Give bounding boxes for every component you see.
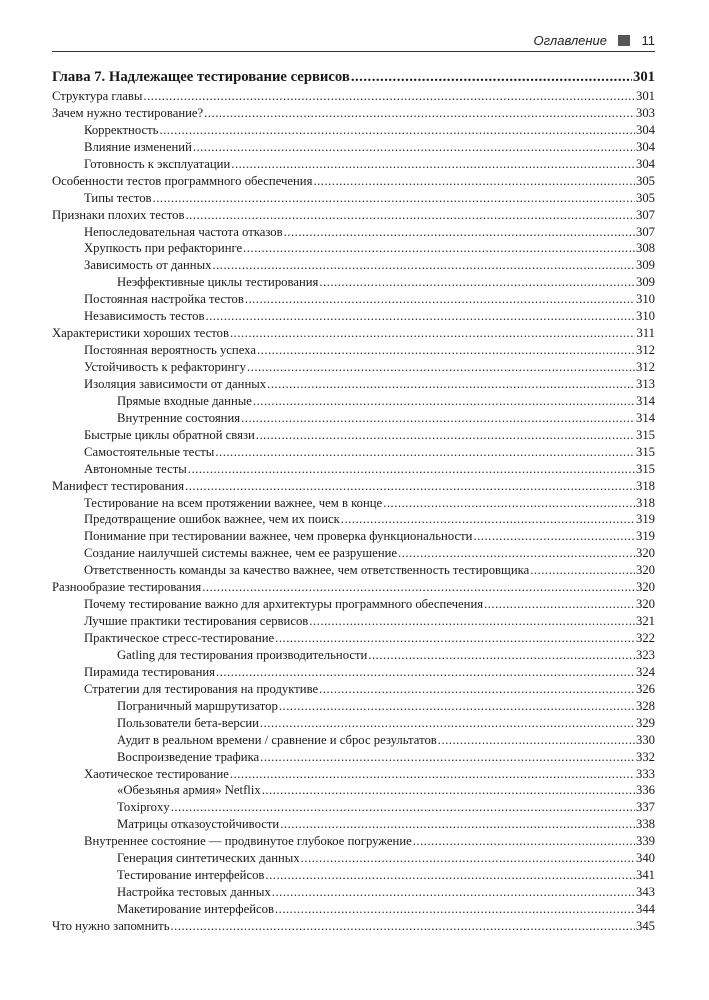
toc-entry-page: 305 (635, 173, 655, 188)
toc-entry-title: Настройка тестовых данных (117, 885, 271, 900)
dot-leader (262, 782, 635, 799)
toc-entry-title: «Обезьянья армия» Netflix (117, 783, 261, 798)
toc-entry-title: Матрицы отказоустойчивости (117, 817, 280, 832)
toc-entry[interactable] (52, 190, 655, 207)
toc-entry[interactable] (52, 342, 655, 359)
dot-leader (204, 105, 635, 122)
toc-entry-page: 340 (635, 851, 655, 866)
dot-leader (185, 478, 635, 495)
toc-entry[interactable] (52, 139, 655, 156)
dot-leader (143, 88, 635, 105)
toc-entry-page: 315 (635, 444, 655, 459)
toc-entry-page: 329 (635, 715, 655, 730)
toc-entry-page: 309 (635, 275, 655, 290)
toc-entry-title: Ответственность команды за качество важнее, чем ответственность тестировщика (84, 563, 530, 578)
toc-entry-page: 320 (635, 563, 655, 578)
dot-leader (230, 766, 635, 783)
toc-entry[interactable] (52, 274, 655, 291)
toc-entry-title: Устойчивость к рефакторингу (84, 360, 246, 374)
toc-entry-title: Особенности тестов программного обеспечения (52, 173, 313, 188)
toc-entry-title: Глава 7. Надлежащее тестирование сервисов (52, 69, 350, 85)
toc-entry-page: 304 (635, 139, 655, 154)
toc-entry-page: 341 (635, 868, 655, 883)
dot-leader (245, 291, 635, 308)
toc-entry[interactable] (52, 427, 655, 444)
toc-entry[interactable] (52, 207, 655, 224)
dot-leader (368, 647, 635, 664)
toc-entry-page: 313 (635, 376, 655, 391)
dot-leader (530, 562, 635, 579)
toc-entry[interactable] (52, 799, 655, 816)
toc-entry[interactable] (52, 681, 655, 698)
toc-entry-title: Неэффективные циклы тестирования (117, 275, 319, 290)
dot-leader (265, 867, 635, 884)
toc-entry[interactable] (52, 393, 655, 410)
dot-leader (383, 495, 635, 512)
toc-entry-title: Хрупкость при рефакторинге (84, 241, 243, 256)
toc-entry-page: 338 (635, 817, 655, 832)
toc-entry[interactable] (52, 511, 655, 528)
toc-entry-page: 318 (635, 495, 655, 510)
dot-leader (301, 850, 635, 867)
toc-entry-page: 311 (636, 326, 655, 341)
toc-entry-title: Создание наилучшей системы важнее, чем ее разрушение (84, 546, 398, 561)
toc-entry[interactable] (52, 562, 655, 579)
dot-leader (279, 698, 635, 715)
dot-leader (153, 190, 635, 207)
dot-leader (473, 528, 635, 545)
dot-leader (272, 884, 635, 901)
dot-leader (257, 342, 635, 359)
toc-entry-title: Тестирование интерфейсов (117, 868, 265, 883)
toc-entry-page: 336 (635, 783, 655, 798)
toc-entry-title: Быстрые циклы обратной связи (84, 427, 255, 442)
toc-entry-page: 303 (635, 105, 655, 120)
dot-leader (256, 427, 635, 444)
toc-entry-page: 339 (635, 834, 655, 849)
dot-leader (243, 240, 635, 257)
toc-entry-title: Пограничный маршрутизатор (117, 698, 278, 713)
toc-entry-title: Готовность к эксплуатации (84, 156, 231, 171)
toc-entry-title: Самостоятельные тесты (84, 444, 215, 459)
dot-leader (275, 901, 635, 918)
toc-entry[interactable] (52, 579, 655, 596)
toc-entry[interactable] (52, 732, 655, 749)
toc-entry[interactable] (52, 664, 655, 681)
toc-entry-page: 345 (635, 918, 655, 933)
toc-entry-page: 319 (635, 529, 655, 544)
toc-entry-title: Манифест тестирования (52, 478, 185, 493)
toc-entry-page: 318 (635, 478, 655, 493)
toc-entry-page: 304 (635, 122, 655, 137)
toc-entry-title: Зависимость от данных (84, 258, 212, 273)
header-section-title: Оглавление (533, 32, 607, 48)
dot-leader (438, 732, 635, 749)
toc-entry-title: Понимание при тестировании важнее, чем проверка функциональности (84, 529, 473, 544)
toc-entry[interactable] (52, 88, 655, 105)
toc-entry-page: 344 (635, 902, 655, 916)
toc-entry-page: 304 (635, 156, 655, 171)
toc-entry[interactable] (52, 816, 655, 833)
toc-entry[interactable] (52, 444, 655, 461)
table-of-contents (52, 66, 655, 935)
toc-entry-title: Внутреннее состояние — продвинутое глубокое погружение (84, 834, 412, 849)
toc-entry-page: 320 (635, 597, 655, 612)
toc-entry-title: Зачем нужно тестирование? (52, 105, 204, 120)
toc-entry[interactable] (52, 833, 655, 850)
toc-entry-title: Gatling для тестирования производительности (117, 647, 368, 662)
dot-leader (212, 257, 635, 274)
dot-leader (260, 715, 635, 732)
toc-entry[interactable] (52, 901, 655, 918)
dot-leader (186, 207, 635, 224)
dot-leader (413, 833, 635, 850)
toc-entry-page: 315 (635, 427, 655, 442)
toc-entry-title: Типы тестов (84, 190, 152, 205)
toc-entry[interactable] (52, 325, 655, 342)
toc-entry-title: Изоляция зависимости от данных (84, 376, 267, 391)
toc-entry-title: Стратегии для тестирования на продуктиве (84, 681, 319, 696)
toc-entry-page: 324 (635, 664, 655, 679)
toc-entry[interactable] (52, 596, 655, 613)
dot-leader (241, 410, 635, 427)
dot-leader (313, 173, 635, 190)
toc-entry-title: Автономные тесты (84, 461, 187, 476)
toc-entry-title: Разнообразие тестирования (52, 580, 202, 595)
toc-entry-page: 321 (635, 614, 655, 629)
dot-leader (247, 359, 635, 376)
toc-entry-title: Непоследовательная частота отказов (84, 224, 283, 239)
toc-entry[interactable] (52, 647, 655, 664)
dot-leader (280, 816, 635, 833)
toc-entry-title: Прямые входные данные (117, 393, 252, 408)
toc-entry-title: Пирамида тестирования (84, 664, 216, 679)
toc-entry[interactable] (52, 850, 655, 867)
toc-entry-page: 312 (635, 360, 655, 374)
dot-leader (267, 376, 635, 393)
toc-entry-title: Почему тестирование важно для архитектуры программного обеспечения (84, 597, 484, 612)
toc-entry[interactable] (52, 257, 655, 274)
toc-entry[interactable] (52, 122, 655, 139)
dot-leader (319, 681, 635, 698)
square-marker-icon (618, 35, 630, 46)
dot-leader (205, 308, 635, 325)
toc-chapter-entry[interactable] (52, 66, 655, 88)
header-page-number: 11 (641, 32, 655, 48)
toc-entry[interactable] (52, 105, 655, 122)
dot-leader (216, 664, 635, 681)
toc-entry-page: 314 (635, 393, 655, 408)
toc-entry-page: 301 (635, 89, 655, 103)
toc-entry[interactable] (52, 461, 655, 478)
toc-entry[interactable] (52, 495, 655, 512)
toc-entry-title: Toxiproxy (117, 800, 170, 815)
toc-entry-title: Воспроизведение трафика (117, 749, 260, 764)
toc-entry[interactable] (52, 359, 655, 376)
dot-leader (319, 274, 635, 291)
toc-entry-page: 343 (635, 885, 655, 900)
dot-leader (341, 511, 635, 528)
toc-entry-page: 333 (635, 766, 655, 781)
toc-entry-title: Пользователи бета-версии (117, 715, 259, 730)
dot-leader (202, 579, 635, 596)
toc-entry-title: Предотвращение ошибок важнее, чем их поиск (84, 512, 340, 527)
toc-entry-page: 315 (635, 461, 655, 476)
toc-entry-page: 310 (635, 292, 655, 307)
toc-entry[interactable] (52, 766, 655, 783)
toc-entry-page: 308 (635, 241, 655, 256)
dot-leader (398, 545, 635, 562)
toc-entry-page: 307 (635, 207, 655, 222)
toc-entry-page: 301 (632, 69, 655, 85)
toc-entry-title: Практическое стресс-тестирование (84, 631, 275, 645)
toc-entry-page: 314 (635, 410, 655, 425)
toc-entry-page: 320 (635, 580, 655, 595)
toc-entry-title: Структура главы (52, 89, 143, 103)
toc-entry[interactable] (52, 173, 655, 190)
toc-entry-page: 319 (635, 512, 655, 527)
toc-entry[interactable] (52, 782, 655, 799)
dot-leader (284, 224, 635, 241)
header-right (534, 31, 655, 49)
toc-entry[interactable] (52, 528, 655, 545)
toc-entry-page: 323 (635, 647, 655, 662)
toc-entry-title: Постоянная настройка тестов (84, 292, 244, 307)
header-divider (52, 51, 655, 52)
toc-entry-page: 337 (635, 800, 655, 815)
dot-leader (159, 122, 635, 139)
toc-entry-page: 309 (635, 258, 655, 273)
toc-entry[interactable] (52, 410, 655, 427)
running-header (52, 31, 655, 49)
toc-entry-page: 332 (635, 749, 655, 764)
toc-entry-page: 310 (635, 309, 655, 324)
toc-entry-page: 330 (635, 732, 655, 747)
toc-entry[interactable] (52, 478, 655, 495)
toc-entry[interactable] (52, 545, 655, 562)
dot-leader (275, 630, 635, 647)
toc-entry[interactable] (52, 291, 655, 308)
toc-entry[interactable] (52, 224, 655, 241)
toc-entry-page: 320 (635, 546, 655, 561)
dot-leader (188, 461, 635, 478)
toc-entry-page: 305 (635, 190, 655, 205)
toc-entry-page: 328 (635, 698, 655, 713)
toc-entry[interactable] (52, 918, 655, 935)
toc-entry[interactable] (52, 308, 655, 325)
toc-entry-title: Лучшие практики тестирования сервисов (84, 614, 309, 629)
toc-entry-page: 307 (635, 224, 655, 239)
toc-entry[interactable] (52, 715, 655, 732)
toc-entry-title: Хаотическое тестирование (84, 766, 229, 781)
dot-leader (193, 139, 635, 156)
toc-entry[interactable] (52, 884, 655, 901)
dot-leader (351, 66, 632, 88)
toc-entry-title: Корректность (84, 122, 159, 137)
dot-leader (230, 325, 635, 342)
dot-leader (309, 613, 635, 630)
toc-entry-page: 322 (635, 631, 655, 645)
dot-leader (260, 749, 635, 766)
toc-entry[interactable] (52, 613, 655, 630)
dot-leader (253, 393, 635, 410)
toc-entry[interactable] (52, 630, 655, 647)
toc-entry-title: Генерация синтетических данных (117, 851, 300, 866)
toc-entry[interactable] (52, 698, 655, 715)
toc-entry[interactable] (52, 749, 655, 766)
toc-entry-title: Внутренние состояния (117, 410, 241, 425)
toc-entry-title: Признаки плохих тестов (52, 207, 185, 222)
toc-entry-title: Постоянная вероятность успеха (84, 343, 256, 358)
toc-entry-title: Макетирование интерфейсов (117, 902, 274, 916)
toc-entry[interactable] (52, 156, 655, 173)
dot-leader (484, 596, 635, 613)
toc-entry-title: Что нужно запомнить (52, 918, 170, 933)
dot-leader (215, 444, 635, 461)
dot-leader (171, 799, 635, 816)
toc-entry-title: Влияние изменений (84, 139, 192, 154)
toc-entry[interactable] (52, 867, 655, 884)
toc-entry[interactable] (52, 240, 655, 257)
toc-entry-page: 326 (635, 681, 655, 696)
toc-entry-title: Аудит в реальном времени / сравнение и сброс результатов (117, 732, 437, 747)
toc-entry-title: Тестирование на всем протяжении важнее, чем в конце (84, 495, 383, 510)
dot-leader (170, 918, 634, 935)
toc-entry[interactable] (52, 376, 655, 393)
toc-entry-title: Независимость тестов (84, 309, 205, 324)
toc-entry-title: Характеристики хороших тестов (52, 326, 229, 341)
dot-leader (231, 156, 635, 173)
toc-entry-page: 312 (635, 343, 655, 358)
